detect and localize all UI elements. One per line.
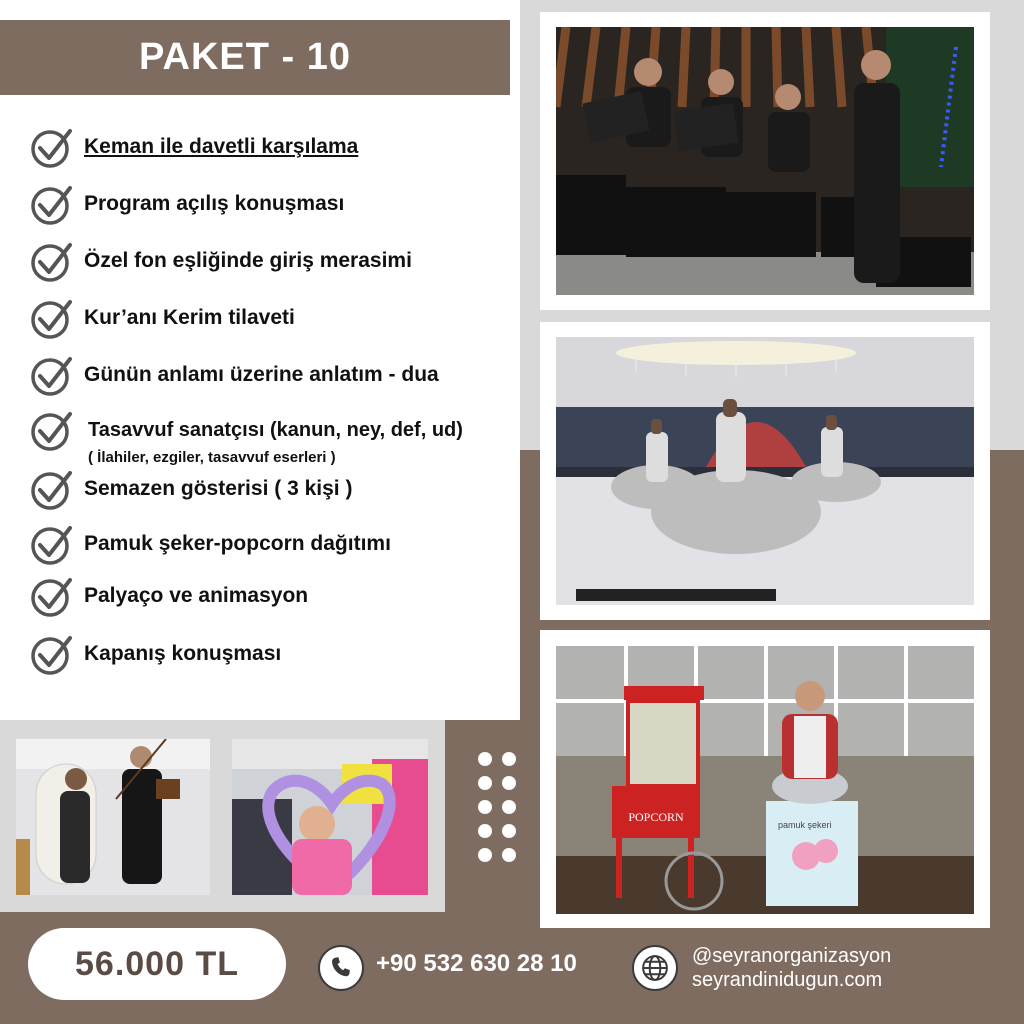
list-item-sublabel: ( İlahiler, ezgiler, tasavvuf eserleri ) bbox=[88, 449, 336, 466]
list-item-label: Tasavvuf sanatçısı (kanun, ney, def, ud) bbox=[88, 418, 463, 441]
popcorn-label: POPCORN bbox=[628, 810, 684, 824]
check-circle-icon bbox=[30, 522, 74, 566]
price-value: 56.000 TL bbox=[75, 944, 239, 983]
decorative-dots-top bbox=[478, 518, 516, 628]
list-item bbox=[30, 574, 308, 618]
list-item-label: Pamuk şeker-popcorn dağıtımı bbox=[84, 532, 391, 555]
decorative-dots-bottom bbox=[478, 752, 516, 862]
page-title: PAKET - 10 bbox=[138, 36, 351, 78]
social-contact bbox=[692, 944, 891, 992]
list-item-label: Program açılış konuşması bbox=[84, 192, 345, 215]
photo-popcorn bbox=[556, 646, 974, 914]
check-circle-icon bbox=[30, 574, 74, 618]
photo-violinist bbox=[16, 739, 210, 895]
list-item bbox=[30, 296, 295, 340]
list-item bbox=[30, 125, 358, 169]
phone-number[interactable]: +90 532 630 28 10 bbox=[376, 950, 577, 977]
title-bar bbox=[0, 20, 510, 95]
check-circle-icon bbox=[30, 296, 74, 340]
check-circle-icon bbox=[30, 125, 74, 169]
list-item-label: Kapanış konuşması bbox=[84, 642, 282, 665]
list-item-label: Özel fon eşliğinde giriş merasimi bbox=[84, 249, 412, 272]
photo-semazen bbox=[556, 337, 974, 605]
check-circle-icon bbox=[30, 408, 74, 452]
phone-icon[interactable] bbox=[318, 945, 364, 991]
list-item bbox=[30, 239, 412, 283]
photo-clown-balloon bbox=[232, 739, 428, 895]
photo-musicians bbox=[556, 27, 974, 295]
list-item-label: Keman ile davetli karşılama bbox=[84, 135, 359, 158]
globe-icon[interactable] bbox=[632, 945, 678, 991]
list-item bbox=[30, 408, 463, 452]
list-item bbox=[30, 522, 391, 566]
list-item bbox=[30, 182, 344, 226]
check-circle-icon bbox=[30, 632, 74, 676]
instagram-handle[interactable]: @seyranorganizasyon bbox=[692, 945, 892, 967]
cotton-candy-label: pamuk şekeri bbox=[778, 820, 832, 830]
list-item bbox=[30, 467, 352, 511]
list-item bbox=[30, 353, 439, 397]
check-circle-icon bbox=[30, 239, 74, 283]
list-item-label: Semazen gösterisi ( 3 kişi ) bbox=[84, 477, 353, 500]
list-item bbox=[30, 632, 281, 676]
check-circle-icon bbox=[30, 467, 74, 511]
list-item-label: Kur’anı Kerim tilaveti bbox=[84, 306, 295, 329]
list-item-label: Palyaço ve animasyon bbox=[84, 584, 309, 607]
website-link[interactable]: seyrandinidugun.com bbox=[692, 969, 883, 991]
check-circle-icon bbox=[30, 353, 74, 397]
price-badge bbox=[28, 928, 286, 1000]
list-item-label: Günün anlamı üzerine anlatım - dua bbox=[84, 363, 439, 386]
check-circle-icon bbox=[30, 182, 74, 226]
